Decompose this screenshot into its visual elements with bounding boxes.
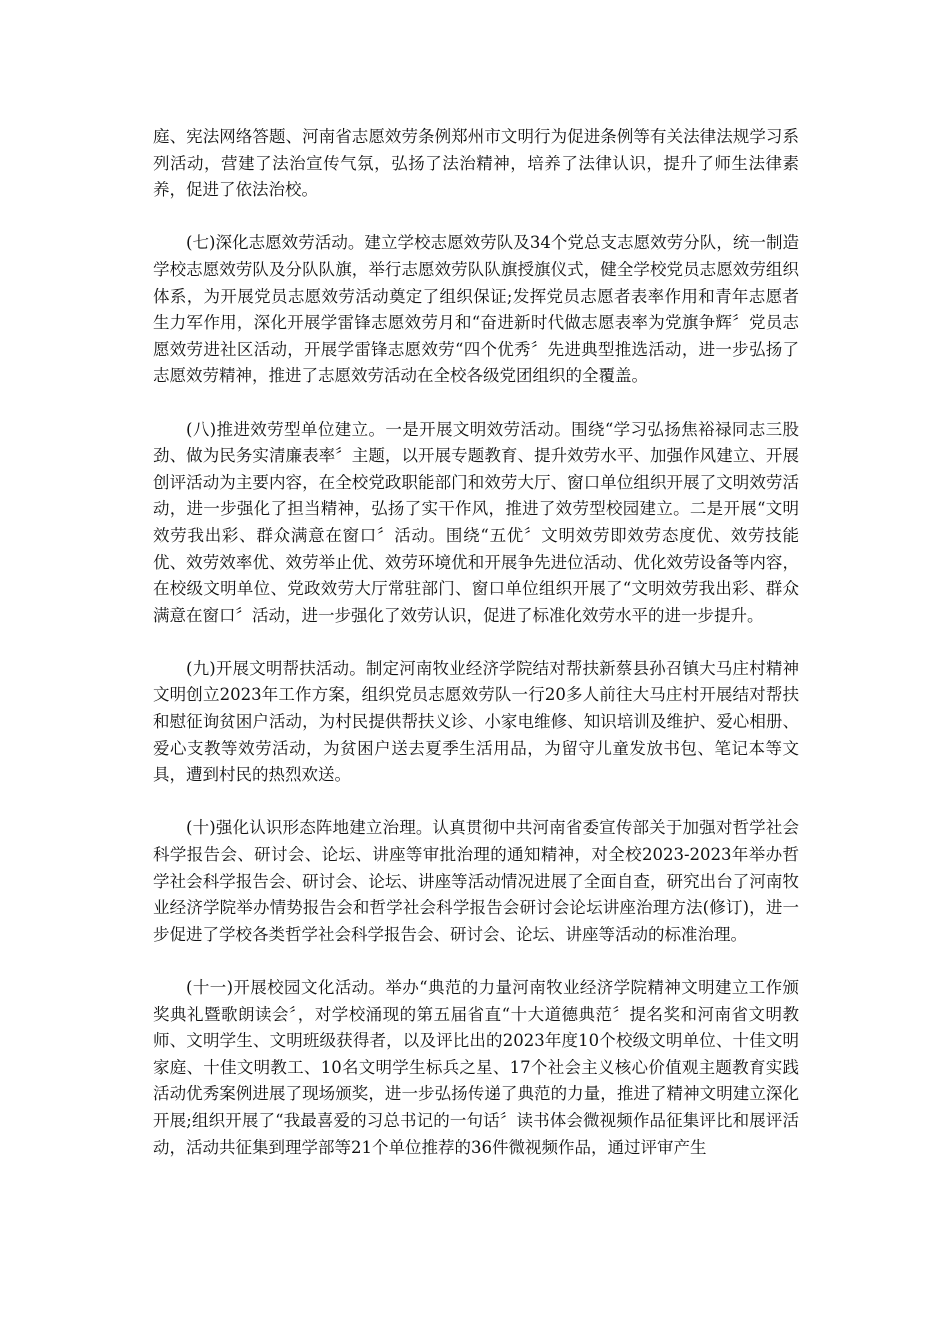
paragraph-volunteer-service: (七)深化志愿效劳活动。建立学校志愿效劳队及34个党总支志愿效劳分队，统一制造学校志愿效劳队及分队队旗，举行志愿效劳队队旗授旗仪式，健全学校党员志愿效劳组织体系，为开展党员志愿效劳活动奠定了组织保证;发挥党员志愿者表率作用和青年志愿者生力军作用，深化开展学雷锋志愿效劳月和“奋进新时代做志愿表率为党旗争辉〞党员志愿效劳进社区活动，开展学雷锋志愿效劳“四个优秀〞先进典型推选活动，进一步弘扬了志愿效劳精神，推进了志愿效劳活动在全校各级党团组织的全覆盖。 — [153, 233, 799, 386]
paragraph-campus-culture: (十一)开展校园文化活动。举办“典范的力量河南牧业经济学院精神文明建立工作颁奖典礼暨歌朗读会〞，对学校涌现的第五届省直“十大道德典范〞提名奖和河南省文明教师、文明学生、文明班级获得者，以及评比出的2023年度10个校级文明单位、十佳文明家庭、十佳文明教工、10名文明学生标兵之星、17个社会主义核心价值观主题教育实践活动优秀案例进展了现场颁奖，进一步弘扬传递了典范的力量，推进了精神文明建立深化开展;组织开展了“我最喜爱的习总书记的一句话〞读书体会微视频作品征集评比和展评活动，活动共征集到理学部等21个单位推荐的36件微视频作品，通过评审产生 — [153, 978, 799, 1157]
paragraph-continued: 庭、宪法网络答题、河南省志愿效劳条例郑州市文明行为促进条例等有关法律法规学习系列活动，营建了法治宣传气氛，弘扬了法治精神，培养了法律认识，提升了师生法律素养，促进了依法治校。 — [153, 127, 799, 200]
paragraph-civilized-assistance: (九)开展文明帮扶活动。制定河南牧业经济学院结对帮扶新蔡县孙召镇大马庄村精神文明创立2023年工作方案，组织党员志愿效劳队一行20多人前往大马庄村开展结对帮扶和慰征询贫困户活动，为村民提供帮扶义诊、小家电维修、知识培训及维护、爱心相册、爱心支教等效劳活动，为贫困户送去夏季生活用品，为留守儿童发放书包、笔记本等文具，遭到村民的热烈欢送。 — [153, 658, 799, 785]
paragraph-service-unit: (八)推进效劳型单位建立。一是开展文明效劳活动。围绕“学习弘扬焦裕禄同志三股劲、做为民务实清廉表率〞主题，以开展专题教育、提升效劳水平、加强作风建立、开展创评活动为主要内容，在全校党政职能部门和效劳大厅、窗口单位组织开展了文明效劳活动，进一步强化了担当精神，弘扬了实干作风，推进了效劳型校园建立。二是开展“文明效劳我出彩、群众满意在窗口〞活动。围绕“五优〞文明效劳即效劳态度优、效劳技能优、效劳效率优、效劳举止优、效劳环境优和开展争先进位活动、优化效劳设备等内容，在校级文明单位、党政效劳大厅常驻部门、窗口单位组织开展了“文明效劳我出彩、群众满意在窗口〞活动，进一步强化了效劳认识，促进了标准化效劳水平的进一步提升。 — [153, 419, 799, 625]
paragraph-ideology-management: (十)强化认识形态阵地建立治理。认真贯彻中共河南省委宣传部关于加强对哲学社会科学报告会、研讨会、论坛、讲座等审批治理的通知精神，对全校2023-2023年举办哲学社会科学报告会、研讨会、论坛、讲座等活动情况进展了全面自查，研究出台了河南牧业经济学院举办情势报告会和哲学社会科学报告会研讨会论坛讲座治理方法(修订)，进一步促进了学校各类哲学社会科学报告会、研讨会、论坛、讲座等活动的标准治理。 — [153, 818, 799, 944]
document-body — [153, 124, 799, 1188]
